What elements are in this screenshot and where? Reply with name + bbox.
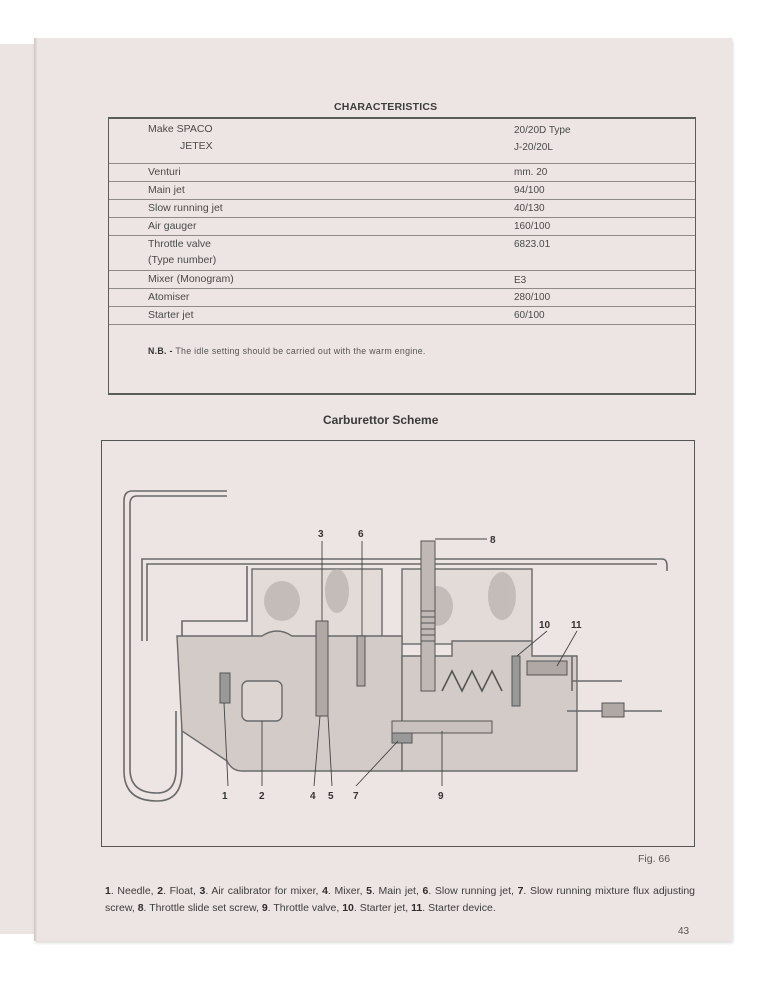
page-number: 43 (678, 926, 690, 937)
row-label: Throttle valve (148, 238, 212, 250)
row-value: mm. 20 (514, 167, 548, 178)
callout-10: 10 (539, 620, 551, 631)
caption-text: Starter device (428, 902, 493, 914)
caption-num: 11 (411, 902, 423, 914)
note-text: The idle setting should be carried out with the warm engine. (175, 346, 426, 356)
table-note (148, 346, 426, 356)
row-value: 60/100 (514, 310, 545, 321)
callout-9: 9 (438, 791, 444, 802)
row-label: Make SPACO (148, 123, 213, 135)
carburettor-diagram (101, 440, 695, 847)
caption-num: 7 (517, 885, 524, 897)
caption-text: Slow running jet (434, 885, 512, 897)
row-label: Mixer (Monogram) (148, 273, 234, 285)
figure-caption: 1. Needle, 2. Float, 3. Air calibrator for mixer, 4. Mixer, 5. Main jet, 6. Slow running jet, 7. Slow running mixture flux adjusting screw, 8. Throttle slide set screw, 9. Throttle valve, 10. Starter jet, 11. Starter device. (105, 885, 696, 914)
row-label: Starter jet (148, 309, 194, 321)
caption-num: 3 (199, 885, 206, 897)
row-label: Air gauger (148, 220, 197, 232)
table-row (109, 119, 695, 164)
row-value-line2: J-20/20L (514, 142, 553, 153)
row-label: Slow running jet (148, 202, 223, 214)
caption-text: Throttle valve (273, 902, 337, 914)
row-value: 20/20D Type (514, 125, 571, 136)
manual-page (34, 38, 732, 941)
table-row (109, 200, 695, 218)
callout-8: 8 (490, 535, 496, 546)
callout-2: 2 (259, 791, 265, 802)
note-prefix: N.B. - (148, 346, 173, 356)
caption-num: 6 (422, 885, 429, 897)
row-value: 280/100 (514, 292, 551, 303)
row-label: Atomiser (148, 291, 190, 303)
row-label-line2: (Type number) (148, 254, 217, 266)
caption-num: 4 (322, 885, 328, 897)
figure-title: Carburettor Scheme (323, 413, 439, 427)
table-row (109, 307, 695, 325)
table-row (109, 182, 695, 200)
caption-text: Air calibrator for mixer (211, 885, 316, 897)
caption-text: Float (169, 885, 193, 897)
table-row (109, 236, 695, 271)
callout-5: 5 (328, 791, 334, 802)
callout-7: 7 (353, 791, 359, 802)
caption-text: Needle (117, 885, 151, 897)
caption-num: 5 (366, 885, 372, 897)
caption-num: 10 (342, 902, 354, 914)
table-row (109, 218, 695, 236)
callout-1: 1 (222, 791, 228, 802)
table-row (109, 289, 695, 307)
page-spine-shadow (34, 38, 37, 941)
characteristics-table (108, 117, 696, 395)
facing-page-edge (0, 44, 35, 934)
caption-num: 1 (105, 885, 111, 897)
row-label: Main jet (148, 184, 185, 196)
row-label-line2: JETEX (180, 140, 213, 152)
caption-num: 9 (261, 902, 268, 914)
table-title: CHARACTERISTICS (334, 101, 438, 113)
figure-number: Fig. 66 (638, 853, 671, 865)
caption-text: Slow running mixture flux adjusting screw (105, 885, 696, 914)
row-label: Venturi (148, 166, 181, 178)
callout-11: 11 (571, 620, 582, 631)
table-row (109, 164, 695, 182)
row-value: 94/100 (514, 185, 545, 196)
caption-num: 8 (137, 902, 144, 914)
callout-4: 4 (310, 791, 316, 802)
callout-6: 6 (358, 529, 364, 540)
row-value: 40/130 (514, 203, 545, 214)
caption-text: Starter jet (359, 902, 406, 914)
carburettor-schematic (102, 441, 694, 846)
table-row (109, 271, 695, 289)
caption-text: Mixer (334, 885, 360, 897)
row-value: 160/100 (514, 221, 551, 232)
caption-num: 2 (157, 885, 164, 897)
caption-text: Throttle slide set screw (149, 902, 256, 914)
callout-3: 3 (318, 529, 324, 540)
caption-text: Main jet (378, 885, 416, 897)
row-value: 6823.01 (514, 239, 551, 250)
row-value: E3 (514, 275, 527, 286)
